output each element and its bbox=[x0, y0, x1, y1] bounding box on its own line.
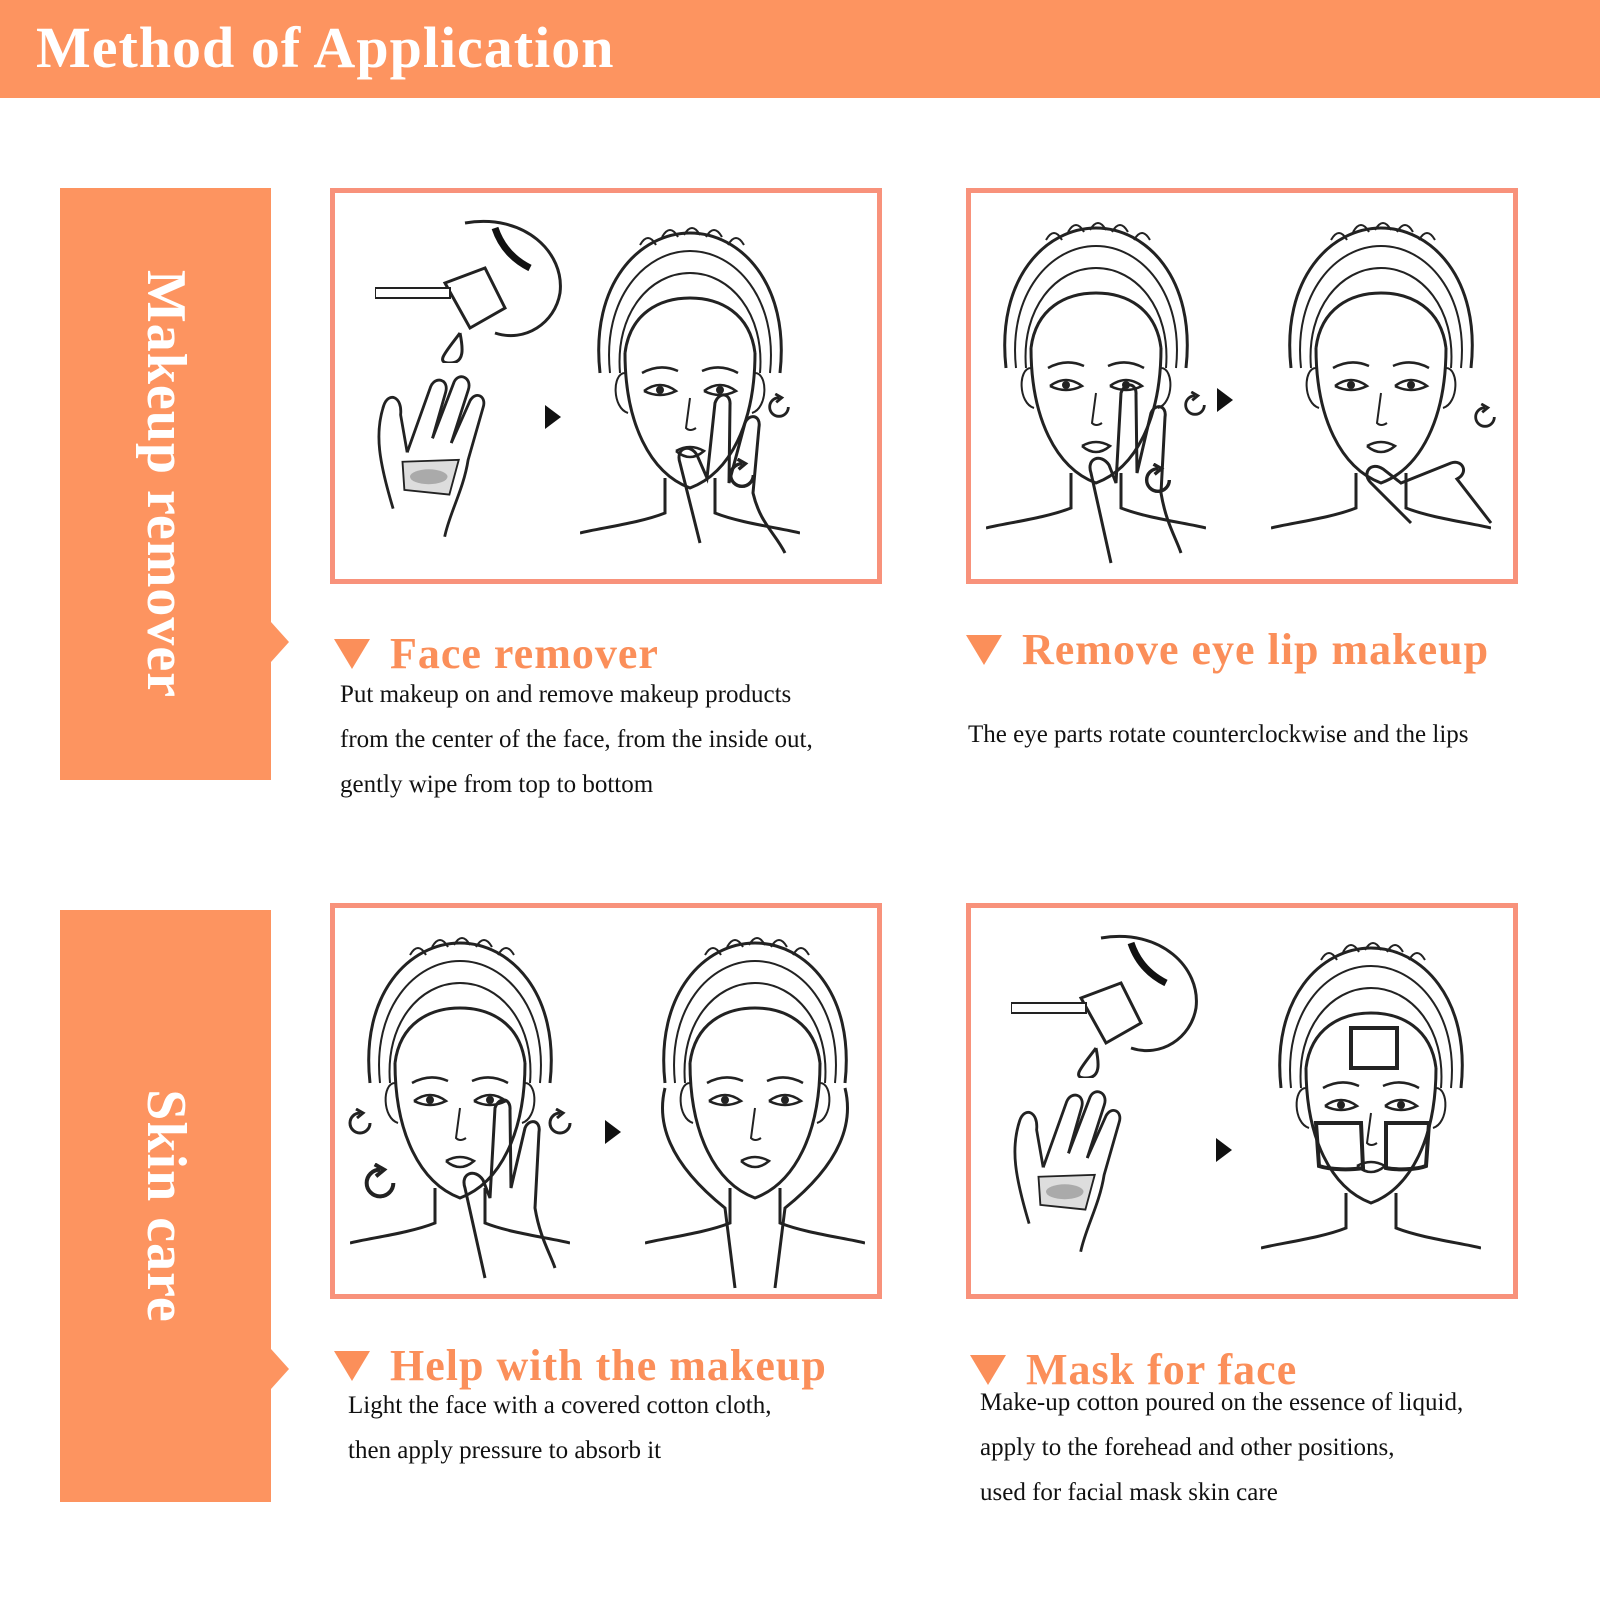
triangle-down-icon bbox=[966, 635, 1002, 665]
tab-notch bbox=[271, 622, 289, 662]
rotate-arrow-icon bbox=[770, 394, 789, 416]
triangle-down-icon bbox=[334, 1351, 370, 1381]
illustration-face-remover bbox=[330, 188, 882, 584]
play-arrow-icon bbox=[1216, 1138, 1232, 1162]
section-tab-makeup-remover bbox=[60, 188, 271, 780]
tab-notch bbox=[271, 1349, 289, 1389]
section-label: Skin care bbox=[134, 1089, 197, 1323]
step-text-face-remover: Put makeup on and remove makeup products from the center of the face, from the inside out, gently wipe from top to bottom bbox=[340, 681, 813, 798]
step-text-mask: Make-up cotton poured on the essence of liquid, apply to the forehead and other positions, used for facial mask skin care bbox=[980, 1389, 1464, 1506]
play-arrow-icon bbox=[545, 405, 561, 429]
illustration-help-makeup bbox=[330, 903, 882, 1299]
section-tab-skin-care bbox=[60, 910, 271, 1502]
step-title-mask: Mask for face bbox=[970, 1344, 1297, 1395]
step-text-eye-lip: The eye parts rotate counterclockwise and the lips bbox=[968, 721, 1469, 748]
step-title-help-makeup: Help with the makeup bbox=[334, 1340, 827, 1391]
step-text-help-makeup: Light the face with a covered cotton cloth, then apply pressure to absorb it bbox=[348, 1392, 772, 1464]
section-label: Makeup remover bbox=[134, 269, 197, 699]
illustration-mask bbox=[966, 903, 1518, 1299]
play-arrow-icon bbox=[605, 1120, 621, 1144]
step-title-face-remover: Face remover bbox=[334, 628, 659, 679]
illustration-eye-lip bbox=[966, 188, 1518, 584]
step-title-eye-lip: Remove eye lip makeup bbox=[966, 624, 1489, 675]
header-bar bbox=[0, 0, 1600, 98]
triangle-down-icon bbox=[334, 639, 370, 669]
page-title: Method of Application bbox=[36, 15, 615, 80]
play-arrow-icon bbox=[1217, 388, 1233, 412]
